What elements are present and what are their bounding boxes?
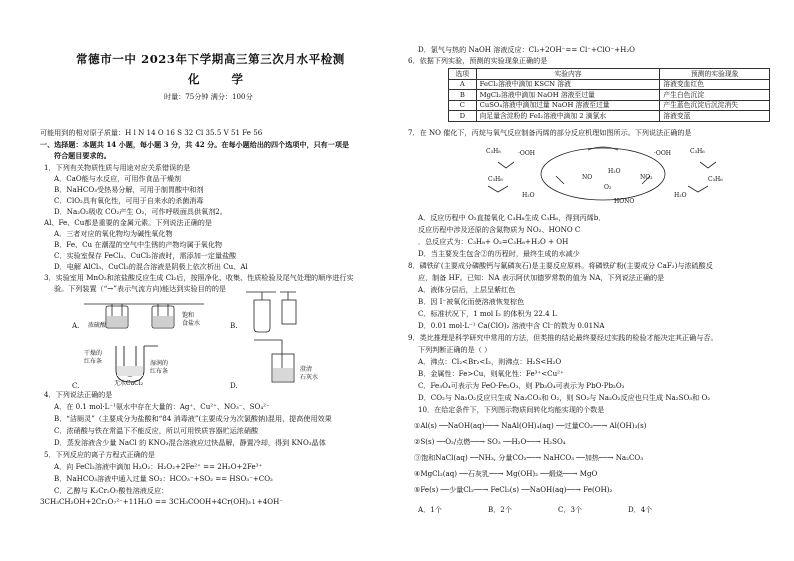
q7-option-c: ．总反应式为：C₃H₈+ O₂=C₃H₆+H₂O + OH bbox=[418, 237, 569, 246]
mech-h2o-a: H₂O bbox=[608, 168, 621, 175]
q4-option-b: B．“洁厕灵”（主要成分为盐酸和“84 消毒液”(主要成分为次氯酸钠)混用，提高使用效果 bbox=[54, 414, 332, 423]
q9-option-a: A．沸点：Cl₂<Br₂<I₂，则沸点：H₂S<H₂O bbox=[418, 357, 562, 366]
q8-option-b: B．因 I⁻被氧化而使溶液恢复棕色 bbox=[418, 297, 525, 306]
table-header-cell: 实验内容 bbox=[476, 69, 660, 80]
conversion-1: ①Al(s) ──NaOH(aq)──→ NaAl(OH)₄(aq) ──过量CO₂──→ Al(OH)₃(s) bbox=[414, 421, 647, 430]
q10-option-a: A．1个 bbox=[418, 505, 442, 514]
table-header-row bbox=[449, 69, 770, 80]
q10-option-d: D．4个 bbox=[628, 505, 653, 514]
section-heading-cont: 符合题目要求的。 bbox=[54, 151, 111, 160]
q5-option-b: B．NaHCO₃溶液中通入过量 SO₂：HCO₃⁻+SO₂ == HSO₃⁻+CO₂ bbox=[54, 474, 273, 483]
mech-c3h8-top: C₃H₈ bbox=[486, 148, 501, 155]
table-cell: 产生白色沉淀 bbox=[660, 90, 770, 101]
q9-option-b: B．金属性：Fe>Cu，则氧化性：Fe³⁺<Cu²⁺ bbox=[418, 369, 564, 378]
table-header-cell: 选项 bbox=[449, 69, 477, 80]
q1-option-d: D．Na₂O₂吸收 CO₂产生 O₂，可作呼吸面具供氧剂2。 bbox=[54, 207, 227, 216]
atomic-masses: 可能用到的相对原子质量：H l N 14 O 16 S 32 Cl 35.5 V 51 Fe 56 bbox=[40, 128, 263, 137]
question-7: 7．在 NO 催化下，丙烷与氧气反应制备丙烯的部分反应机理如图所示。下列说法正确的是 bbox=[408, 128, 692, 137]
conversion-3: ③饱和NaCl(aq) ──NH₃, 分量CO₂──→ NaHCO₃ ──加热──→ Na₂CO₃ bbox=[414, 453, 644, 462]
mech-c3h6-bottom: C₃H₆ bbox=[708, 176, 723, 183]
q9-option-d: D．CO₂与 Na₂O₂反应只生成 Na₂CO₃和 O₂，则 SO₂与 Na₂O₂反应也只生成 Na₂SO₃和 O₂ bbox=[418, 393, 711, 402]
apparatus-b-figure bbox=[240, 288, 310, 334]
table-row bbox=[449, 111, 770, 122]
table-cell: 向足量含淀粉的 FeI₂溶液中滴加 2 滴氯水 bbox=[476, 111, 660, 122]
apparatus-d-label: D. bbox=[230, 381, 238, 390]
question-10: 10．在给定条件下，下列图示物质间转化均能实现的个数是 bbox=[418, 405, 605, 414]
question-3-cont: 验。下列装置（“→”表示气流方向)能达到实验目的的是 bbox=[54, 284, 227, 293]
subject-title: 化 学 bbox=[188, 72, 258, 86]
table-cell: MgCl₂溶液中滴加 NaOH 溶液至过量 bbox=[476, 90, 660, 101]
conversion-2: ②S(s) ──O₂/点燃──→ SO₃ ──H₂O──→ H₂SO₄ bbox=[414, 437, 566, 446]
apparatus-a-sub: 浓硫酸 bbox=[88, 322, 107, 329]
q4-option-c: C．浓硝酸与铁在常温下不能反应，所以可用铁质容器贮运浓硝酸 bbox=[54, 426, 259, 435]
q4-option-a: A．在 0.1 mol·L⁻¹氨水中存在大量的：Ag⁺、Cu²⁺、NO₃⁻、SO₄²⁻ bbox=[54, 402, 270, 411]
q6-table bbox=[448, 68, 770, 122]
table-row bbox=[449, 79, 770, 90]
mech-no: NO bbox=[582, 174, 593, 181]
question-4: 4．下列说法正确的是 bbox=[44, 390, 113, 399]
table-row bbox=[449, 90, 770, 101]
table-header-cell: 预测的实验现象 bbox=[660, 69, 770, 80]
table-cell: CuSO₄溶液中滴加过量 NaOH 溶液至过量 bbox=[476, 100, 660, 111]
q8-option-d: D．0.01 mol·L⁻¹ Ca(ClO)₂ 溶液中含 Cl⁻的数为 0.01NA bbox=[418, 321, 605, 330]
exam-meta: 时量：75分钟 满分：100分 bbox=[164, 92, 253, 101]
q1-option-b: B．NaHCO₃受热易分解，可用于制胃酸中和剂 bbox=[54, 185, 204, 194]
question-9: 9．类比推理是科学研究中常用的方法，但类推的结论最终要经过实践的检验才能决定其正确与否。 bbox=[408, 333, 718, 342]
question-8-cont: 应，制备 HF。已知：NA 表示阿伏加德罗常数的值为 NA，下列说法正确的是 bbox=[418, 273, 665, 282]
q2-option-b: B．Fe、Cu 在潮湿的空气中生锈的产物均属于氧化物 bbox=[54, 240, 223, 249]
mech-no2: NO₂ bbox=[640, 174, 653, 181]
apparatus-a-sub2: 饱和 食盐水 bbox=[182, 312, 201, 327]
apparatus-c-sub1: 干燥的 红布条 bbox=[84, 350, 103, 365]
q10-option-b: B．2个 bbox=[488, 505, 512, 514]
table-cell: 溶液变血红色 bbox=[660, 79, 770, 90]
apparatus-c-sub2: 湿润的 红布条 bbox=[150, 360, 169, 375]
question-1: 1．下列有关物质性质与用途对应关系错误的是 bbox=[44, 163, 191, 172]
q2-option-a: A．三者对应的氧化物均为碱性氧化物 bbox=[54, 229, 173, 238]
q1-option-c: C．ClO₂具有氧化性，可用于自来水的杀菌消毒 bbox=[54, 196, 204, 205]
q4-option-d: D．蒸发溶液含少量 NaCl 的 KNO₃混合溶液应过快晶解，静置冷却，得到 KNO₃晶体 bbox=[54, 438, 326, 447]
apparatus-a-label: A. bbox=[72, 321, 80, 330]
table-cell: C bbox=[449, 100, 477, 111]
table-cell: FeCl₂溶液中滴加 KSCN 溶液 bbox=[476, 79, 660, 90]
mech-h2o-c: H₂O bbox=[674, 192, 687, 199]
question-2: Al、Fe、Cu都是重要的金属元素。下列说法正确的是 bbox=[44, 218, 212, 227]
table-cell: 溶液变蓝 bbox=[660, 111, 770, 122]
table-cell: 产生蓝色沉淀后沉淀消失 bbox=[660, 100, 770, 111]
apparatus-c-sub3: 无水CaCl₂ bbox=[114, 380, 144, 387]
table-cell: B bbox=[449, 90, 477, 101]
q7-option-b: 反应历程中涉及还原的含氮物质为 NO₂、HONO C bbox=[418, 225, 581, 234]
conversion-5: ⑤Fe(s) ──少量Cl₂──→ FeCl₂(s) ──NaOH(aq)──→ Fe(OH)₂ bbox=[414, 485, 613, 494]
table-cell: D bbox=[449, 111, 477, 122]
q9-option-c: C．Fe₃O₄可表示为 FeO·Fe₂O₃，则 Pb₃O₄可表示为 PbO·Pb₂O₃ bbox=[418, 381, 625, 390]
apparatus-b-label: B. bbox=[230, 321, 238, 330]
table-cell: A bbox=[449, 79, 477, 90]
q8-option-c: C．标准状况下，1 mol I₂ 的体积为 22.4 L bbox=[418, 309, 557, 318]
mech-ooh-top: ·OOH bbox=[518, 150, 535, 157]
mech-h2o-b: H₂O bbox=[522, 192, 535, 199]
q2-option-c: C．实验室保存 FeCl₃、CuCl₂溶液时，需添加一定量盐酸 bbox=[54, 251, 237, 260]
mech-c3h6-top: C₃H₆ bbox=[690, 148, 705, 155]
mech-ooh-right: ·OOH bbox=[654, 150, 671, 157]
apparatus-d-sub: 澄清 石灰水 bbox=[300, 366, 319, 381]
q5-option-c-equation: 3CH₃CH₂OH+2Cr₂O₇²⁻+11H₂O == 3CH₃COOH+4Cr(OH)₃↓+4OH⁻ bbox=[40, 497, 284, 506]
q2-option-d: D．电解 AlCl₃、CuCl₂的混合溶液是阴极上依次析出 Cu、Al bbox=[54, 262, 248, 271]
q7-option-a: A．反应历程中 O₂直接氧化 C₃H₈生成 C₃H₆，得到丙烯b． bbox=[418, 213, 606, 222]
q10-option-c: C．3个 bbox=[558, 505, 583, 514]
question-9-cont: 下列判断正确的是（ ） bbox=[418, 345, 492, 354]
mech-o2: O₂ bbox=[604, 184, 612, 191]
table-row bbox=[449, 100, 770, 111]
question-5: 5．下列反应的离子方程式正确的是 bbox=[44, 450, 155, 459]
q7-option-d: D．当主要发生包含②的历程时，最终生成的水减少 bbox=[418, 249, 580, 258]
q1-option-a: A．CaO能与水反应，可用作食品干燥剂 bbox=[54, 174, 182, 183]
q8-option-a: A．液体分层后，上层呈紫红色 bbox=[418, 285, 516, 294]
question-6: 6．依据下列实验，预测的实验现象正确的是 bbox=[408, 56, 548, 65]
section-heading: 一、选择题：本题共 14 小题，每小题 3 分，共 42 分。在每小题给出的四个选项中，只有一项是 bbox=[40, 140, 350, 149]
mech-c3h8-bottom: C₃H₈ bbox=[488, 176, 503, 183]
mech-hono: HONO bbox=[614, 198, 635, 205]
q5-option-a: A．向 FeCl₂溶液中滴加 H₂O₂：H₂O₂+2Fe²⁺ == 2H₂O+2Fe³⁺ bbox=[54, 462, 263, 471]
q5-option-c: C．乙醇与 K₂Cr₂O₇酸性溶液反应： bbox=[54, 486, 169, 495]
conversion-4: ④MgCl₂(aq) ──石灰乳──→ Mg(OH)₂ ──煅烧──→ MgO bbox=[414, 469, 598, 478]
question-3: 3．实验室用 MnO₂和浓盐酸反应生成 Cl₂后，按照净化、收集、性质检验及尾气处理的顺序进行实 bbox=[44, 273, 354, 282]
apparatus-c-label: C. bbox=[72, 381, 80, 390]
question-8: 8．磷铁矿(主要成分磷酸钙与氟磷灰石)是主要反应原料。将磷铁矿粉(主要成分 CaF₂)与浓硫酸反 bbox=[408, 261, 713, 270]
exam-title: 常德市一中 2023年下学期高三第三次月水平检测 bbox=[76, 52, 345, 66]
q5-option-d: D．氯气与热的 NaOH 溶液反应：Cl₂+2OH⁻== Cl⁻+ClO⁻+H₂O bbox=[418, 45, 635, 54]
